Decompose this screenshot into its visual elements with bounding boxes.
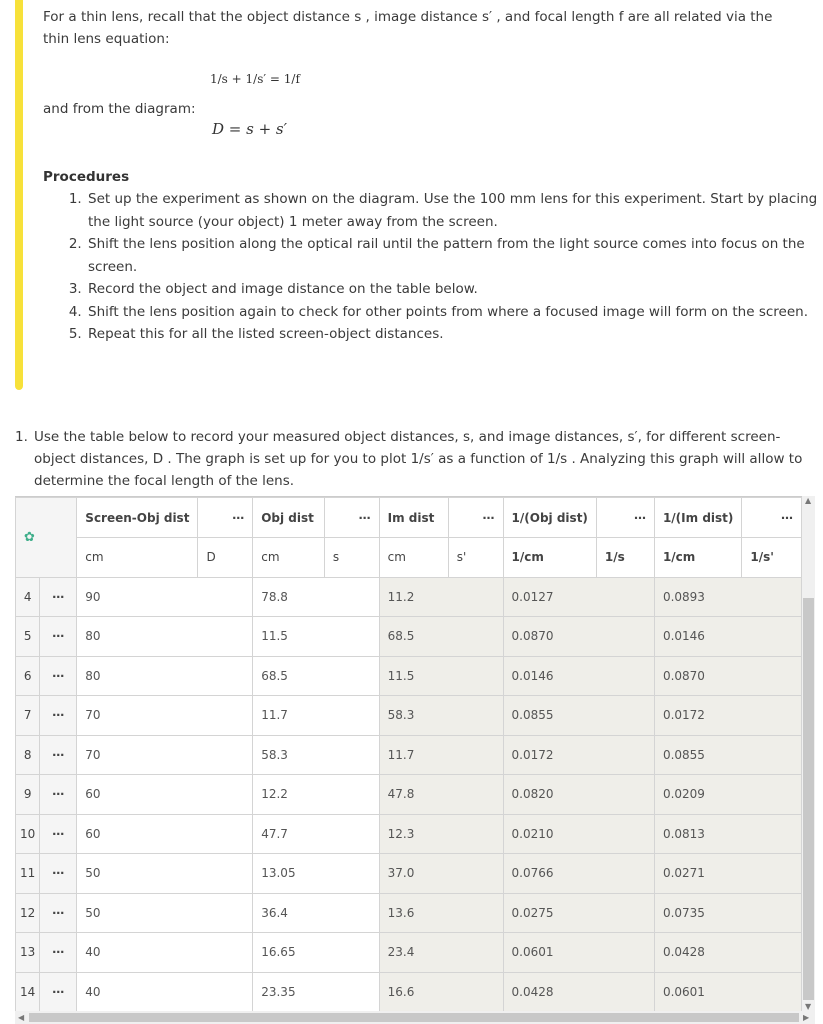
procedures-title: Procedures	[43, 169, 130, 185]
column-header-screen-obj-dist[interactable]: Screen-Obj dist	[77, 498, 198, 538]
row-menu-button[interactable]: ⋯	[40, 814, 77, 854]
vertical-scroll-thumb[interactable]	[803, 598, 814, 1000]
cell-screen-obj-dist[interactable]: 70	[77, 696, 253, 736]
unit-cell[interactable]: 1/cm	[654, 538, 741, 578]
cell-screen-obj-dist[interactable]: 90	[77, 577, 253, 617]
cell-obj-dist[interactable]: 78.8	[253, 577, 379, 617]
cell-im-dist[interactable]: 23.4	[379, 933, 503, 973]
cell-obj-dist[interactable]: 23.35	[253, 972, 379, 1012]
row-number: 5	[16, 617, 40, 657]
row-menu-button[interactable]: ⋯	[40, 656, 77, 696]
cell-inv-obj-dist[interactable]: 0.0870	[503, 617, 654, 657]
cell-screen-obj-dist[interactable]: 80	[77, 617, 253, 657]
scroll-up-icon[interactable]: ▲	[805, 496, 812, 505]
scroll-left-icon[interactable]: ◀	[18, 1013, 25, 1022]
data-table	[15, 497, 802, 1012]
cell-screen-obj-dist[interactable]: 50	[77, 854, 253, 894]
procedure-step: 5. Repeat this for all the listed screen-object distances.	[86, 323, 823, 346]
callout-accent-bar	[15, 0, 23, 390]
cell-im-dist[interactable]: 11.5	[379, 656, 503, 696]
cell-screen-obj-dist[interactable]: 70	[77, 735, 253, 775]
question-number: 1.	[15, 429, 28, 445]
row-number: 4	[16, 577, 40, 617]
cell-obj-dist[interactable]: 68.5	[253, 656, 379, 696]
column-header-inv-im-dist[interactable]: 1/(Im dist)	[654, 498, 741, 538]
row-number: 10	[16, 814, 40, 854]
cell-im-dist[interactable]: 12.3	[379, 814, 503, 854]
column-header-obj-dist[interactable]: Obj dist	[253, 498, 325, 538]
vertical-scrollbar[interactable]	[802, 496, 815, 1016]
cell-im-dist[interactable]: 13.6	[379, 893, 503, 933]
diagram-equation: D = s + s′	[212, 120, 288, 138]
table-row	[16, 577, 802, 617]
procedure-step: 2. Shift the lens position along the optical rail until the pattern from the light source comes into focus on the screen.	[86, 233, 823, 278]
row-number: 6	[16, 656, 40, 696]
row-menu-button[interactable]: ⋯	[40, 933, 77, 973]
cell-inv-obj-dist[interactable]: 0.0820	[503, 775, 654, 815]
cell-inv-im-dist[interactable]: 0.0172	[654, 696, 801, 736]
cell-im-dist[interactable]: 11.2	[379, 577, 503, 617]
data-table-container[interactable]	[15, 496, 802, 1012]
unit-cell[interactable]: cm	[77, 538, 198, 578]
question-text: Use the table below to record your measured object distances, s, and image distances, s′, for different screen-object distances, D . The graph is set up for you to plot 1/s′ as a function of 1/s . Analyzing this graph will allow to determine the focal length of the lens.	[34, 429, 803, 489]
intro-text	[43, 6, 783, 50]
symbol-cell[interactable]: s'	[448, 538, 503, 578]
intro-line: For a thin lens, recall that the object distance s , image distance s′ , and focal length f are all related via the thin lens equation:	[43, 9, 773, 47]
cell-inv-obj-dist[interactable]: 0.0428	[503, 972, 654, 1012]
column-menu-button[interactable]: ⋯	[198, 498, 253, 538]
row-number: 8	[16, 735, 40, 775]
row-number: 14	[16, 972, 40, 1012]
row-number: 11	[16, 854, 40, 894]
cell-inv-im-dist[interactable]: 0.0893	[654, 577, 801, 617]
table-row	[16, 972, 802, 1012]
column-menu-button[interactable]: ⋯	[448, 498, 503, 538]
cell-im-dist[interactable]: 68.5	[379, 617, 503, 657]
column-menu-button[interactable]: ⋯	[596, 498, 654, 538]
cell-inv-im-dist[interactable]: 0.0428	[654, 933, 801, 973]
cell-screen-obj-dist[interactable]: 60	[77, 814, 253, 854]
procedure-step: 4. Shift the lens position again to check for other points from where a focused image will form on the screen.	[86, 301, 823, 324]
table-row	[16, 854, 802, 894]
symbol-cell[interactable]: s	[324, 538, 379, 578]
row-number: 13	[16, 933, 40, 973]
cell-obj-dist[interactable]: 12.2	[253, 775, 379, 815]
cell-inv-im-dist[interactable]: 0.0870	[654, 656, 801, 696]
cell-inv-obj-dist[interactable]: 0.0601	[503, 933, 654, 973]
cell-im-dist[interactable]: 47.8	[379, 775, 503, 815]
symbol-cell[interactable]: 1/s	[596, 538, 654, 578]
row-number: 7	[16, 696, 40, 736]
cell-inv-im-dist[interactable]: 0.0209	[654, 775, 801, 815]
unit-cell[interactable]: cm	[379, 538, 448, 578]
scroll-down-icon[interactable]: ▼	[805, 1002, 812, 1011]
symbol-cell[interactable]: 1/s'	[742, 538, 802, 578]
row-number: 9	[16, 775, 40, 815]
table-row	[16, 933, 802, 973]
cell-obj-dist[interactable]: 58.3	[253, 735, 379, 775]
cell-inv-obj-dist[interactable]: 0.0172	[503, 735, 654, 775]
cell-im-dist[interactable]: 58.3	[379, 696, 503, 736]
column-menu-button[interactable]: ⋯	[324, 498, 379, 538]
scroll-right-icon[interactable]: ▶	[803, 1013, 810, 1022]
thin-lens-equation: 1/s + 1/s′ = 1/f	[210, 72, 300, 86]
column-header-inv-obj-dist[interactable]: 1/(Obj dist)	[503, 498, 596, 538]
horizontal-scroll-thumb[interactable]	[29, 1013, 799, 1022]
cell-inv-im-dist[interactable]: 0.0271	[654, 854, 801, 894]
table-row	[16, 617, 802, 657]
table-settings-cell[interactable]	[16, 498, 77, 578]
procedures-list	[60, 188, 823, 346]
cell-screen-obj-dist[interactable]: 80	[77, 656, 253, 696]
cell-inv-obj-dist[interactable]: 0.0210	[503, 814, 654, 854]
cell-im-dist[interactable]: 16.6	[379, 972, 503, 1012]
table-row	[16, 735, 802, 775]
cell-inv-im-dist[interactable]: 0.0601	[654, 972, 801, 1012]
cell-im-dist[interactable]: 37.0	[379, 854, 503, 894]
cell-obj-dist[interactable]: 16.65	[253, 933, 379, 973]
row-menu-button[interactable]: ⋯	[40, 972, 77, 1012]
row-menu-button[interactable]: ⋯	[40, 893, 77, 933]
cell-inv-obj-dist[interactable]: 0.0766	[503, 854, 654, 894]
cell-obj-dist[interactable]: 11.5	[253, 617, 379, 657]
cell-inv-im-dist[interactable]: 0.0855	[654, 735, 801, 775]
cell-obj-dist[interactable]: 13.05	[253, 854, 379, 894]
column-menu-button[interactable]: ⋯	[742, 498, 802, 538]
cell-inv-im-dist[interactable]: 0.0735	[654, 893, 801, 933]
symbol-cell[interactable]: D	[198, 538, 253, 578]
table-row	[16, 814, 802, 854]
question-1	[15, 426, 805, 492]
diagram-label: and from the diagram:	[43, 101, 196, 117]
row-menu-button[interactable]: ⋯	[40, 854, 77, 894]
cell-obj-dist[interactable]: 47.7	[253, 814, 379, 854]
cell-obj-dist[interactable]: 36.4	[253, 893, 379, 933]
cell-inv-im-dist[interactable]: 0.0813	[654, 814, 801, 854]
table-row	[16, 696, 802, 736]
row-menu-button[interactable]: ⋯	[40, 735, 77, 775]
row-menu-button[interactable]: ⋯	[40, 775, 77, 815]
cell-inv-obj-dist[interactable]: 0.0146	[503, 656, 654, 696]
table-row	[16, 656, 802, 696]
cell-screen-obj-dist[interactable]: 40	[77, 972, 253, 1012]
horizontal-scrollbar[interactable]	[15, 1011, 815, 1024]
cell-obj-dist[interactable]: 11.7	[253, 696, 379, 736]
cell-inv-obj-dist[interactable]: 0.0275	[503, 893, 654, 933]
unit-cell[interactable]: cm	[253, 538, 325, 578]
cell-inv-im-dist[interactable]: 0.0146	[654, 617, 801, 657]
table-row	[16, 775, 802, 815]
cell-inv-obj-dist[interactable]: 0.0127	[503, 577, 654, 617]
unit-cell[interactable]: 1/cm	[503, 538, 596, 578]
cell-screen-obj-dist[interactable]: 50	[77, 893, 253, 933]
gear-icon[interactable]: ✿	[24, 529, 35, 545]
column-header-im-dist[interactable]: Im dist	[379, 498, 448, 538]
row-menu-button[interactable]: ⋯	[40, 696, 77, 736]
procedure-step: 3. Record the object and image distance on the table below.	[86, 278, 823, 301]
table-row	[16, 893, 802, 933]
cell-inv-obj-dist[interactable]: 0.0855	[503, 696, 654, 736]
cell-screen-obj-dist[interactable]: 40	[77, 933, 253, 973]
cell-screen-obj-dist[interactable]: 60	[77, 775, 253, 815]
cell-im-dist[interactable]: 11.7	[379, 735, 503, 775]
row-menu-button[interactable]: ⋯	[40, 577, 77, 617]
row-menu-button[interactable]: ⋯	[40, 617, 77, 657]
row-number: 12	[16, 893, 40, 933]
procedure-step: 1. Set up the experiment as shown on the diagram. Use the 100 mm lens for this experiment. Start by placing the light source (your object) 1 meter away from the screen.	[86, 188, 823, 233]
